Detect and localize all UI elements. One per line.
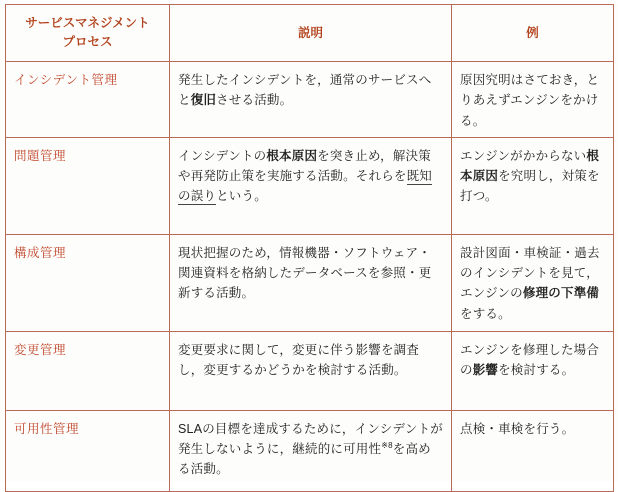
table-header — [6, 5, 614, 62]
cell-example: 点検・車検を行う。 — [452, 410, 614, 491]
table-header-row — [6, 5, 614, 62]
column-header-process — [6, 5, 170, 62]
cell-description: SLAの目標を達成するために，インシデントが発生しないように，継続的に可用性$^{※8}$を高める活動。 — [170, 410, 452, 491]
cell-process: インシデント管理 — [6, 62, 170, 138]
cell-process: 構成管理 — [6, 234, 170, 331]
cell-description: 現状把握のため，情報機器・ソフトウェア・関連資料を格納したデータベースを参照・更新する活動。 — [170, 234, 452, 331]
column-header-process-label: サービスマネジメント プロセス — [25, 16, 150, 49]
column-header-example: 例 — [452, 5, 614, 62]
cell-example: 設計図面・車検証・過去のインシデントを見て，エンジンの修理の下準備をする。 — [452, 234, 614, 331]
cell-example: エンジンを修理した場合の影響を検討する。 — [452, 331, 614, 410]
column-header-description: 説明 — [170, 5, 452, 62]
cell-example: エンジンがかからない根本原因を究明し，対策を打つ。 — [452, 137, 614, 234]
cell-description: インシデントの根本原因を突き止め，解決策や再発防止策を実施する活動。それらを既知の誤りという。 — [170, 137, 452, 234]
service-management-process-table — [5, 4, 614, 492]
cell-description: 変更要求に関して，変更に伴う影響を調査し，変更するかどうかを検討する活動。 — [170, 331, 452, 410]
table-row — [6, 137, 614, 234]
document-page — [0, 4, 618, 482]
cell-example: 原因究明はさておき，とりあえずエンジンをかける。 — [452, 62, 614, 138]
cell-description: 発生したインシデントを，通常のサービスへと復旧させる活動。 — [170, 62, 452, 138]
table-row — [6, 234, 614, 331]
cell-process: 変更管理 — [6, 331, 170, 410]
cell-process: 可用性管理 — [6, 410, 170, 491]
cell-process: 問題管理 — [6, 137, 170, 234]
table-row — [6, 62, 614, 138]
table-row — [6, 410, 614, 491]
table-body — [6, 62, 614, 492]
table-row — [6, 331, 614, 410]
